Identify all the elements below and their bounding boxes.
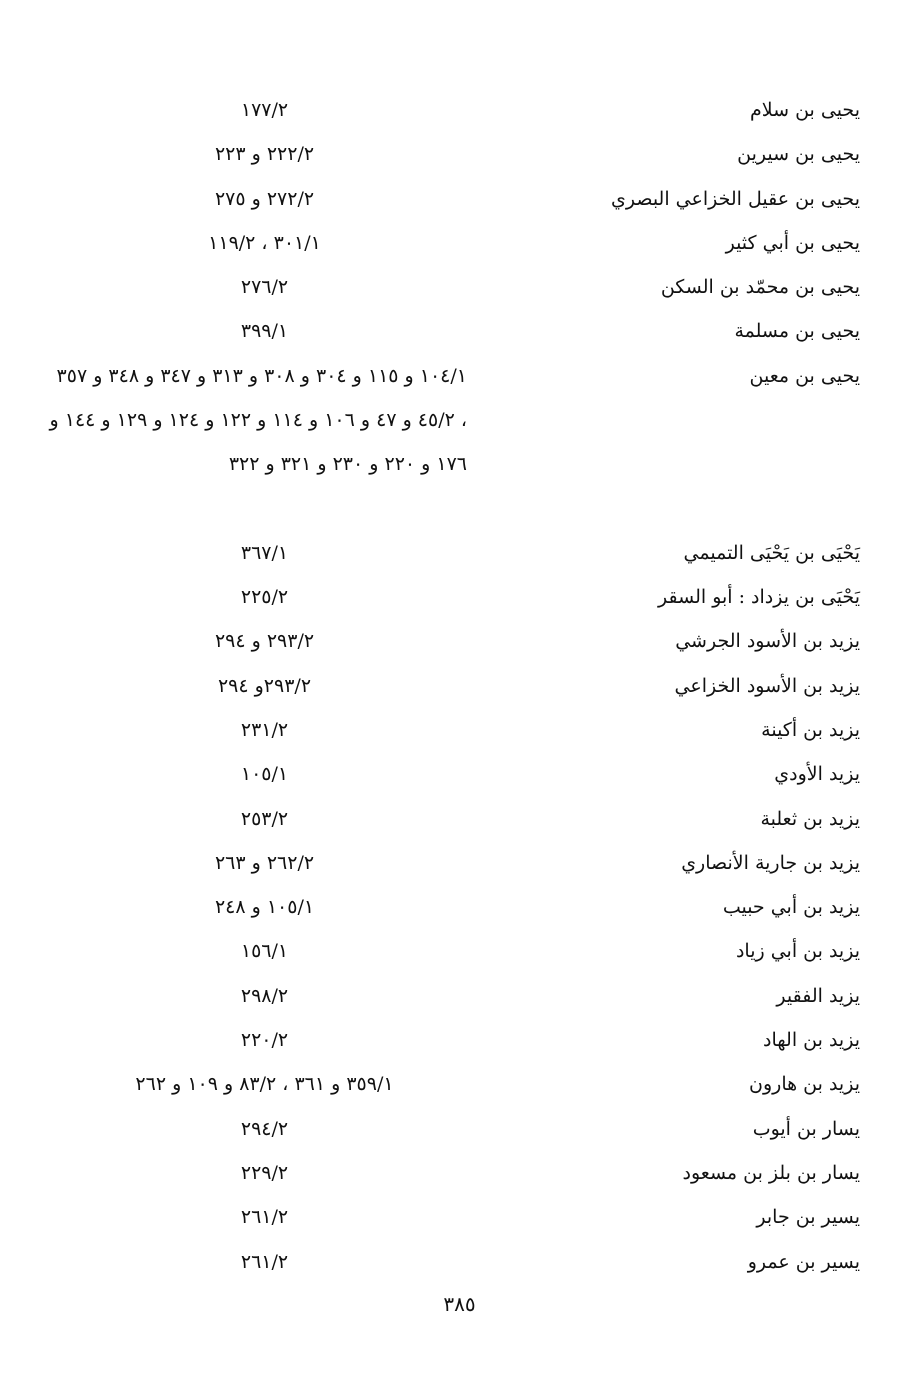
entry-name: يزيد بن أكينة <box>761 718 860 741</box>
index-entry <box>40 929 870 973</box>
index-entry <box>40 132 870 176</box>
entry-refs: ٣٦٧/١ <box>240 541 289 564</box>
entry-name: يسير بن جابر <box>756 1206 860 1229</box>
entry-name: يَحْيَى بن يَحْيَى التميمي <box>683 541 860 564</box>
index-entry <box>40 177 870 221</box>
index-entry <box>40 1018 870 1062</box>
index-entry <box>40 354 870 531</box>
entry-refs: ٢٦٢/٢ و ٢٦٣ <box>214 851 315 874</box>
entry-refs: ٢٢٢/٢ و ٢٢٣ <box>214 143 315 166</box>
entry-refs: ٣٩٩/١ <box>240 320 289 343</box>
index-entry <box>40 575 870 619</box>
page-number: ٣٨٥ <box>443 1292 476 1316</box>
index-entry <box>40 619 870 663</box>
index-entry <box>40 221 870 265</box>
entry-name: يحيى بن معين <box>749 364 860 387</box>
entry-refs: ٣٥٩/١ و ٣٦١ ، ٨٣/٢ و ١٠٩ و ٢٦٢ <box>135 1073 394 1096</box>
index-entry <box>40 1151 870 1195</box>
index-entry <box>40 1195 870 1239</box>
entry-refs: ١٧٧/٢ <box>240 99 289 121</box>
entry-name: يزيد بن الأسود الجرشي <box>675 630 860 653</box>
index-entry <box>40 797 870 841</box>
entry-name: يزيد بن هارون <box>749 1073 860 1096</box>
entry-name: يحيى بن أبي كثير <box>725 231 860 254</box>
entry-name: يزيد الفقير <box>776 984 860 1007</box>
entry-name: يسار بن أيوب <box>752 1117 860 1140</box>
entry-name: يحيى بن سلام <box>750 99 860 121</box>
entry-refs: ٢٦١/٢ <box>240 1206 289 1229</box>
index-entry <box>40 309 870 353</box>
entry-refs: ٢٩٤/٢ <box>240 1117 289 1140</box>
entry-name: يزيد بن أبي زياد <box>735 940 860 963</box>
entry-name: يزيد بن جارية الأنصاري <box>681 851 860 874</box>
entry-name: يسار بن بلز بن مسعود <box>682 1161 860 1184</box>
entry-name: يحيى بن عقيل الخزاعي البصري <box>610 187 860 210</box>
index-entry <box>40 265 870 309</box>
entry-refs: ٢٦١/٢ <box>240 1250 289 1273</box>
entry-name: يسير بن عمرو <box>747 1250 860 1273</box>
index-entry <box>40 531 870 575</box>
entry-refs: ٢٢٥/٢ <box>240 586 289 609</box>
entry-refs: ٢٧٦/٢ <box>240 276 289 299</box>
entry-refs: ١٠٥/١ <box>240 763 289 786</box>
index-entry <box>40 664 870 708</box>
index-entry <box>40 1107 870 1151</box>
index-entry <box>40 1240 870 1284</box>
entry-name: يزيد بن أبي حبيب <box>722 896 860 919</box>
index-entry <box>40 841 870 885</box>
entry-refs: ٢٥٣/٢ <box>240 807 289 830</box>
index-entry <box>40 885 870 929</box>
entry-refs: ٢٩٣/٢و ٢٩٤ <box>217 674 312 697</box>
index-entry <box>40 1062 870 1106</box>
entry-refs: ٢٢٠/٢ <box>240 1029 289 1052</box>
entry-name: يحيى بن سيرين <box>737 143 860 166</box>
entry-refs: ٣٠١/١ ، ١١٩/٢ <box>208 231 321 254</box>
entry-name: يحيى بن محمّد بن السكن <box>660 276 860 299</box>
entry-refs: ٢٩٨/٢ <box>240 984 289 1007</box>
index-entry <box>40 974 870 1018</box>
entry-name: يحيى بن مسلمة <box>734 320 860 343</box>
entry-refs: ٢٣١/٢ <box>240 718 289 741</box>
entry-refs: ١٠٤/١ و ١١٥ و ٣٠٤ و ٣٠٨ و ٣١٣ و ٣٤٧ و ٣٤٨ و ٣٥٧ ، ٤٥/٢ و ٤٧ و ١٠٦ و ١١٤ و ١٢٢ و ١٢٤ و ١٢٩ و ١٤٤ و ١٧٦ و ٢٢٠ و ٢٣٠ و ٣٢١ و ٣٢٢ <box>49 364 467 476</box>
entry-name: يزيد بن الأسود الخزاعي <box>674 674 860 697</box>
index-entry <box>40 708 870 752</box>
entry-refs: ٢٧٢/٢ و ٢٧٥ <box>214 187 315 210</box>
entry-name: يَحْيَى بن يزداد : أبو السقر <box>658 586 860 609</box>
name-index-list <box>40 88 870 1284</box>
entry-name: يزيد الأودي <box>774 763 860 786</box>
index-entry <box>40 752 870 796</box>
entry-refs: ٢٢٩/٢ <box>240 1161 289 1184</box>
entry-name: يزيد بن ثعلبة <box>760 807 860 830</box>
entry-name: يزيد بن الهاد <box>763 1029 860 1052</box>
entry-refs: ١٥٦/١ <box>240 940 289 963</box>
index-entry <box>40 88 870 132</box>
entry-refs: ١٠٥/١ و ٢٤٨ <box>214 896 315 919</box>
entry-refs: ٢٩٣/٢ و ٢٩٤ <box>214 630 315 653</box>
